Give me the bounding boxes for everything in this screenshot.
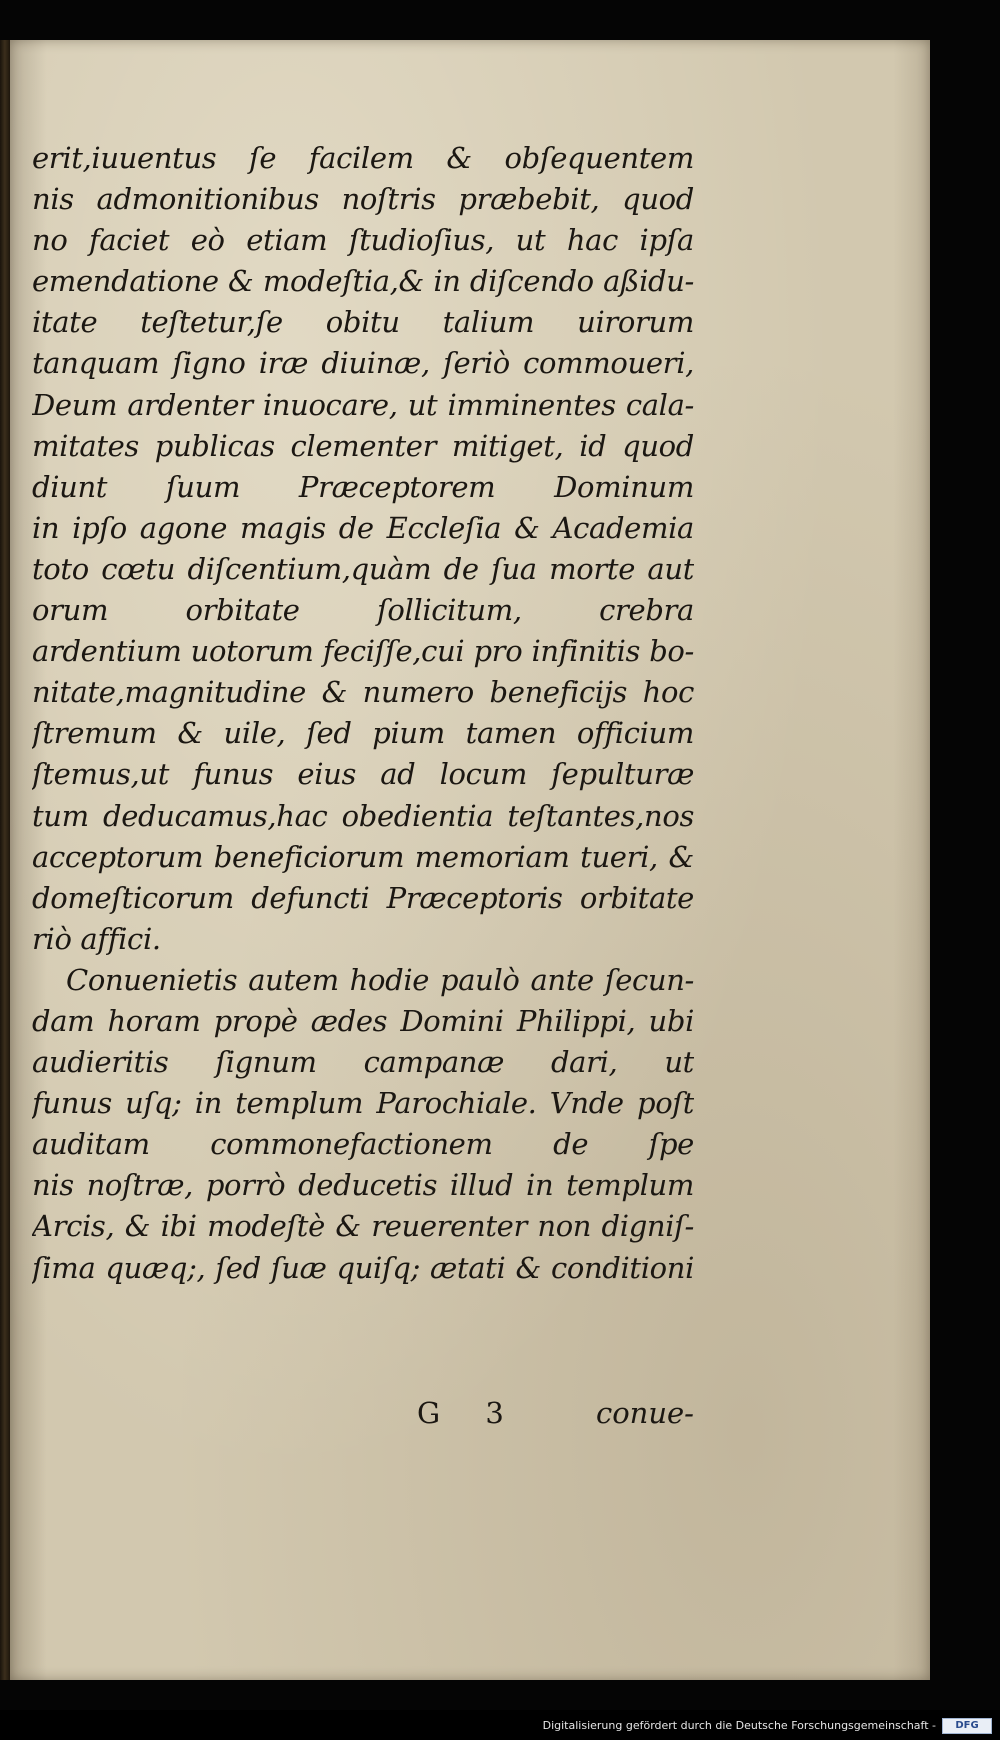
text-line: Arcis, & ibi modeſtè & reuerenter non digniſ‐ [32,1209,694,1244]
footer-credit: Digitalisierung gefördert durch die Deutsche Forschungsgemeinschaft - [542,1719,936,1732]
text-line-paragraph-start: Conuenietis autem hodie paulò ante ſecun‐ [66,962,694,997]
text-line: emendatione & modeſtia,& in diſcendo aßidu‐ [32,264,694,299]
book-page [10,40,930,1680]
text-line: domeſticorum defuncti Præceptoris orbitate [32,880,694,915]
text-line: Deum ardenter inuocare, ut imminentes cala‐ [32,387,694,422]
text-line: nis noſtræ, porrò deducetis illud in templum [32,1168,694,1203]
text-line: tum deducamus,hac obedientia teſtantes,nos [32,798,694,833]
text-line: toto cœtu diſcentium,quàm de ſua morte aut [32,551,694,586]
dfg-logo-icon: DFG [942,1718,992,1734]
text-line: auditam commonefactionem de ſpe [32,1127,694,1162]
text-line: acceptorum beneficiorum memoriam tueri, & [32,839,694,874]
text-line: ſtremum & uile, ſed pium tamen officium [32,716,694,751]
catchword: conue‐ [595,1396,694,1430]
text-line: funus uſq; in templum Parochiale. Vnde poſt [32,1086,694,1121]
text-line: in ipſo agone magis de Eccleſia & Academia [32,510,694,545]
text-line: no faciet eò etiam ſtudioſius, ut hac ipſa [32,223,694,258]
text-line: nis admonitionibus noſtris præbebit, quod [32,182,694,217]
text-line: audieritis ſignum campanæ dari, ut [32,1045,694,1080]
text-line: dam horam propè ædes Domini Philippi, ubi [32,1003,694,1038]
text-line: ardentium uotorum feciſſe,cui pro infinitis bo‐ [32,634,694,669]
text-line-paragraph-end: riò affici. [32,921,161,956]
text-line: orum orbitate ſollicitum, crebra [32,593,694,628]
signature-mark: G 3 [417,1396,522,1430]
text-line: mitates publicas clementer mitiget, id quod [32,428,694,463]
footer-bar [0,1710,1000,1740]
page-foot-line [32,1396,694,1438]
text-line: itate teſtetur,ſe obitu talium uirorum [32,305,694,340]
text-line: nitate,magnitudine & numero beneficijs hoc [32,675,694,710]
text-line: erit,iuuentus ſe facilem & obſequentem [32,141,694,175]
text-line: ſtemus,ut funus eius ad locum ſepulturæ [32,757,694,792]
text-line: tanquam ſigno iræ diuinæ, ſeriò commoueri, [32,346,694,381]
text-line: diunt ſuum Præceptorem Dominum [32,469,694,504]
page-text-block [32,138,694,1289]
text-line: ſima quæq;, ſed ſuæ quiſq; ætati & conditioni [32,1250,694,1285]
